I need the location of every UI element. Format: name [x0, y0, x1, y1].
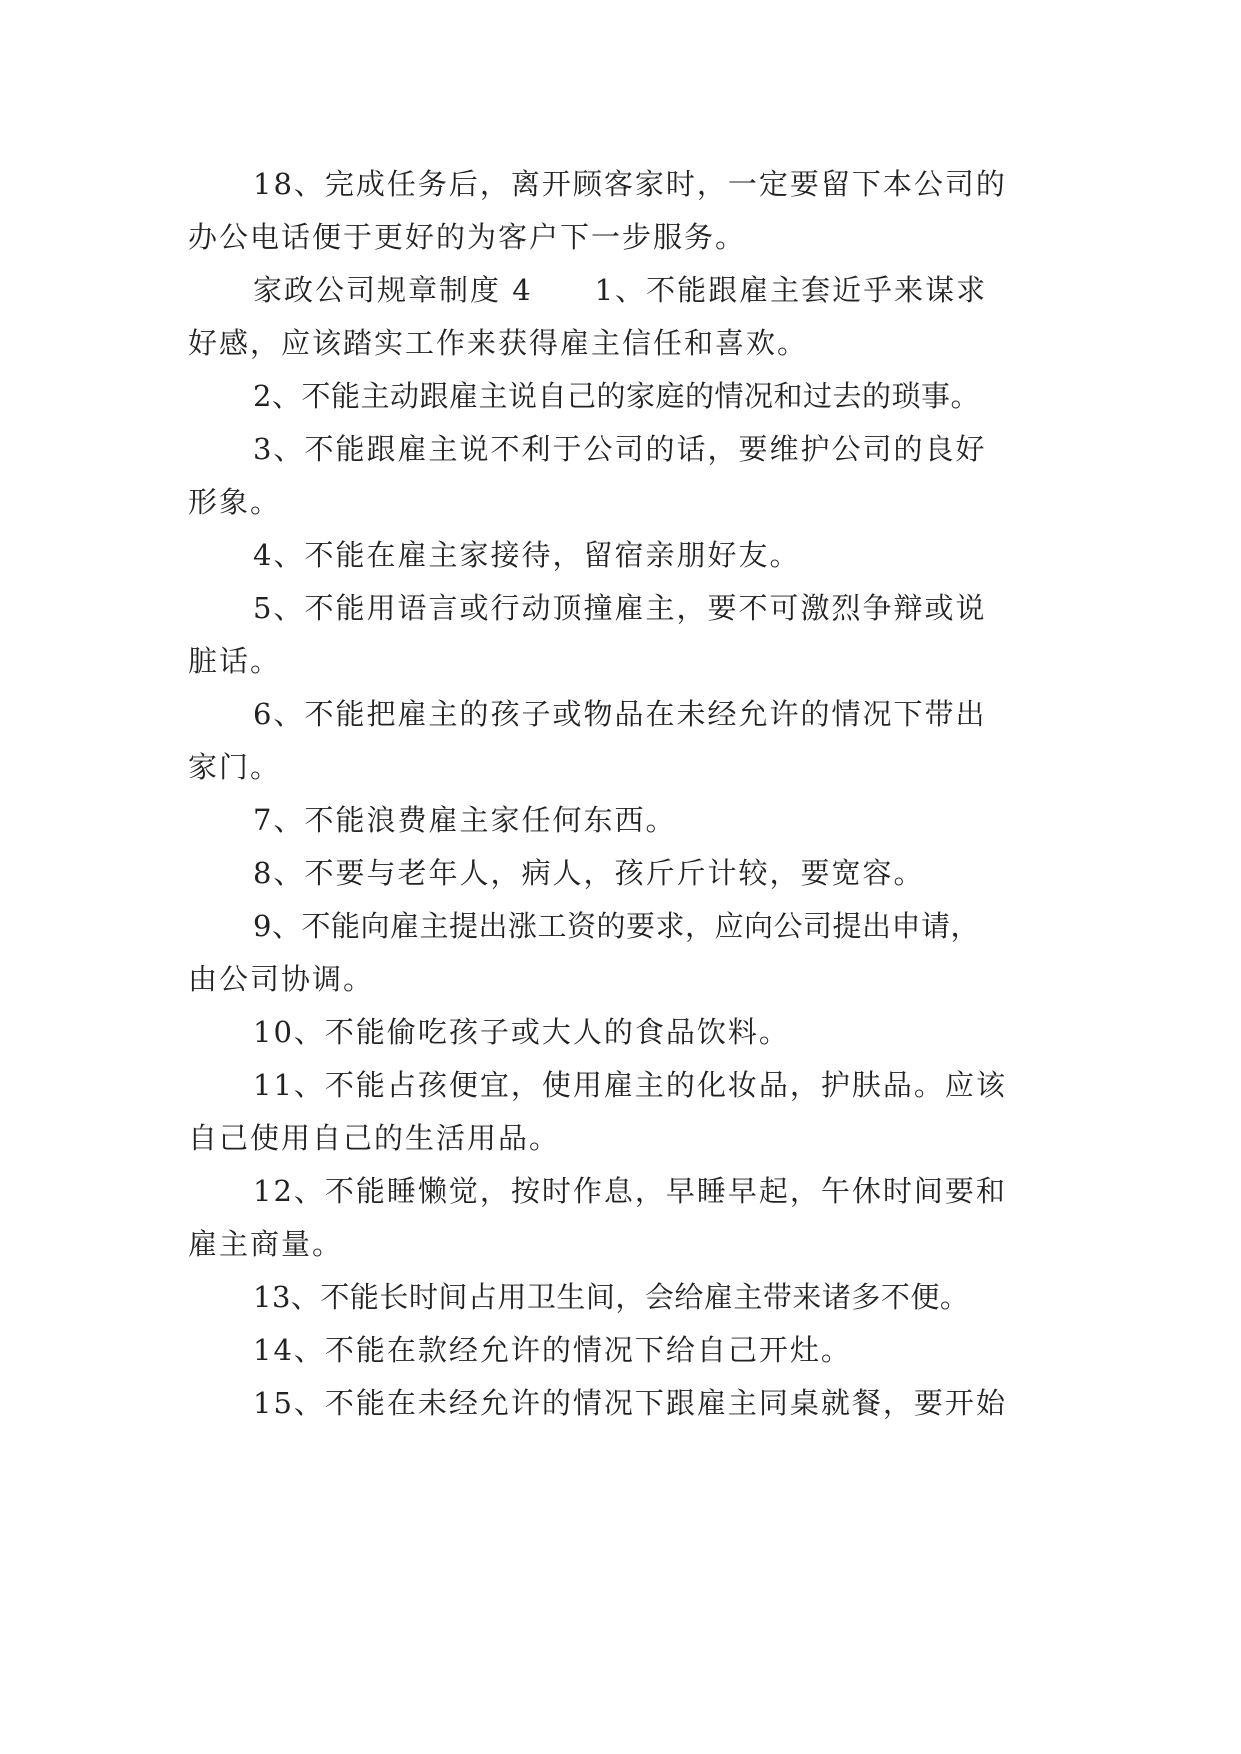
text-line: 18、完成任务后，离开顾客家时，一定要留下本公司的 — [253, 167, 1007, 201]
text-line: 4、不能在雇主家接待，留宿亲朋好友。 — [253, 538, 801, 572]
text-line: 10、不能偷吃孩子或大人的食品饮料。 — [253, 1015, 790, 1049]
text-line: 自己使用自己的生活用品。 — [188, 1121, 561, 1155]
text-line: 13、不能长时间占用卫生间，会给雇主带来诸多不便。 — [253, 1280, 970, 1314]
text-line: 家门。 — [188, 750, 282, 784]
text-line: 8、不要与老年人，病人，孩斤斤计较，要宽容。 — [253, 856, 925, 890]
text-line: 5、不能用语言或行动顶撞雇主，要不可激烈争辩或说 — [253, 591, 987, 625]
text-line: 好感，应该踏实工作来获得雇主信任和喜欢。 — [188, 326, 809, 360]
text-line: 办公电话便于更好的为客户下一步服务。 — [188, 220, 747, 254]
text-line: 脏话。 — [188, 644, 282, 678]
text-line: 形象。 — [188, 485, 282, 519]
text-line: 雇主商量。 — [188, 1227, 344, 1261]
text-line: 14、不能在款经允许的情况下给自己开灶。 — [253, 1333, 852, 1367]
text-line: 11、不能占孩便宜，使用雇主的化妆品，护肤品。应该 — [253, 1068, 1007, 1102]
text-line: 15、不能在未经允许的情况下跟雇主同桌就餐，要开始 — [253, 1386, 1007, 1420]
text-line: 9、不能向雇主提出涨工资的要求，应向公司提出申请， — [253, 909, 980, 943]
text-line: 2、不能主动跟雇主说自己的家庭的情况和过去的琐事。 — [253, 379, 980, 413]
text-line: 3、不能跟雇主说不利于公司的话，要维护公司的良好 — [253, 432, 987, 466]
text-line: 7、不能浪费雇主家任何东西。 — [253, 803, 677, 837]
text-line: 6、不能把雇主的孩子或物品在未经允许的情况下带出 — [253, 697, 987, 731]
text-line: 家政公司规章制度 4 1、不能跟雇主套近乎来谋求 — [253, 273, 988, 307]
text-line: 由公司协调。 — [188, 962, 375, 996]
text-line: 12、不能睡懒觉，按时作息，早睡早起，午休时间要和 — [253, 1174, 1007, 1208]
